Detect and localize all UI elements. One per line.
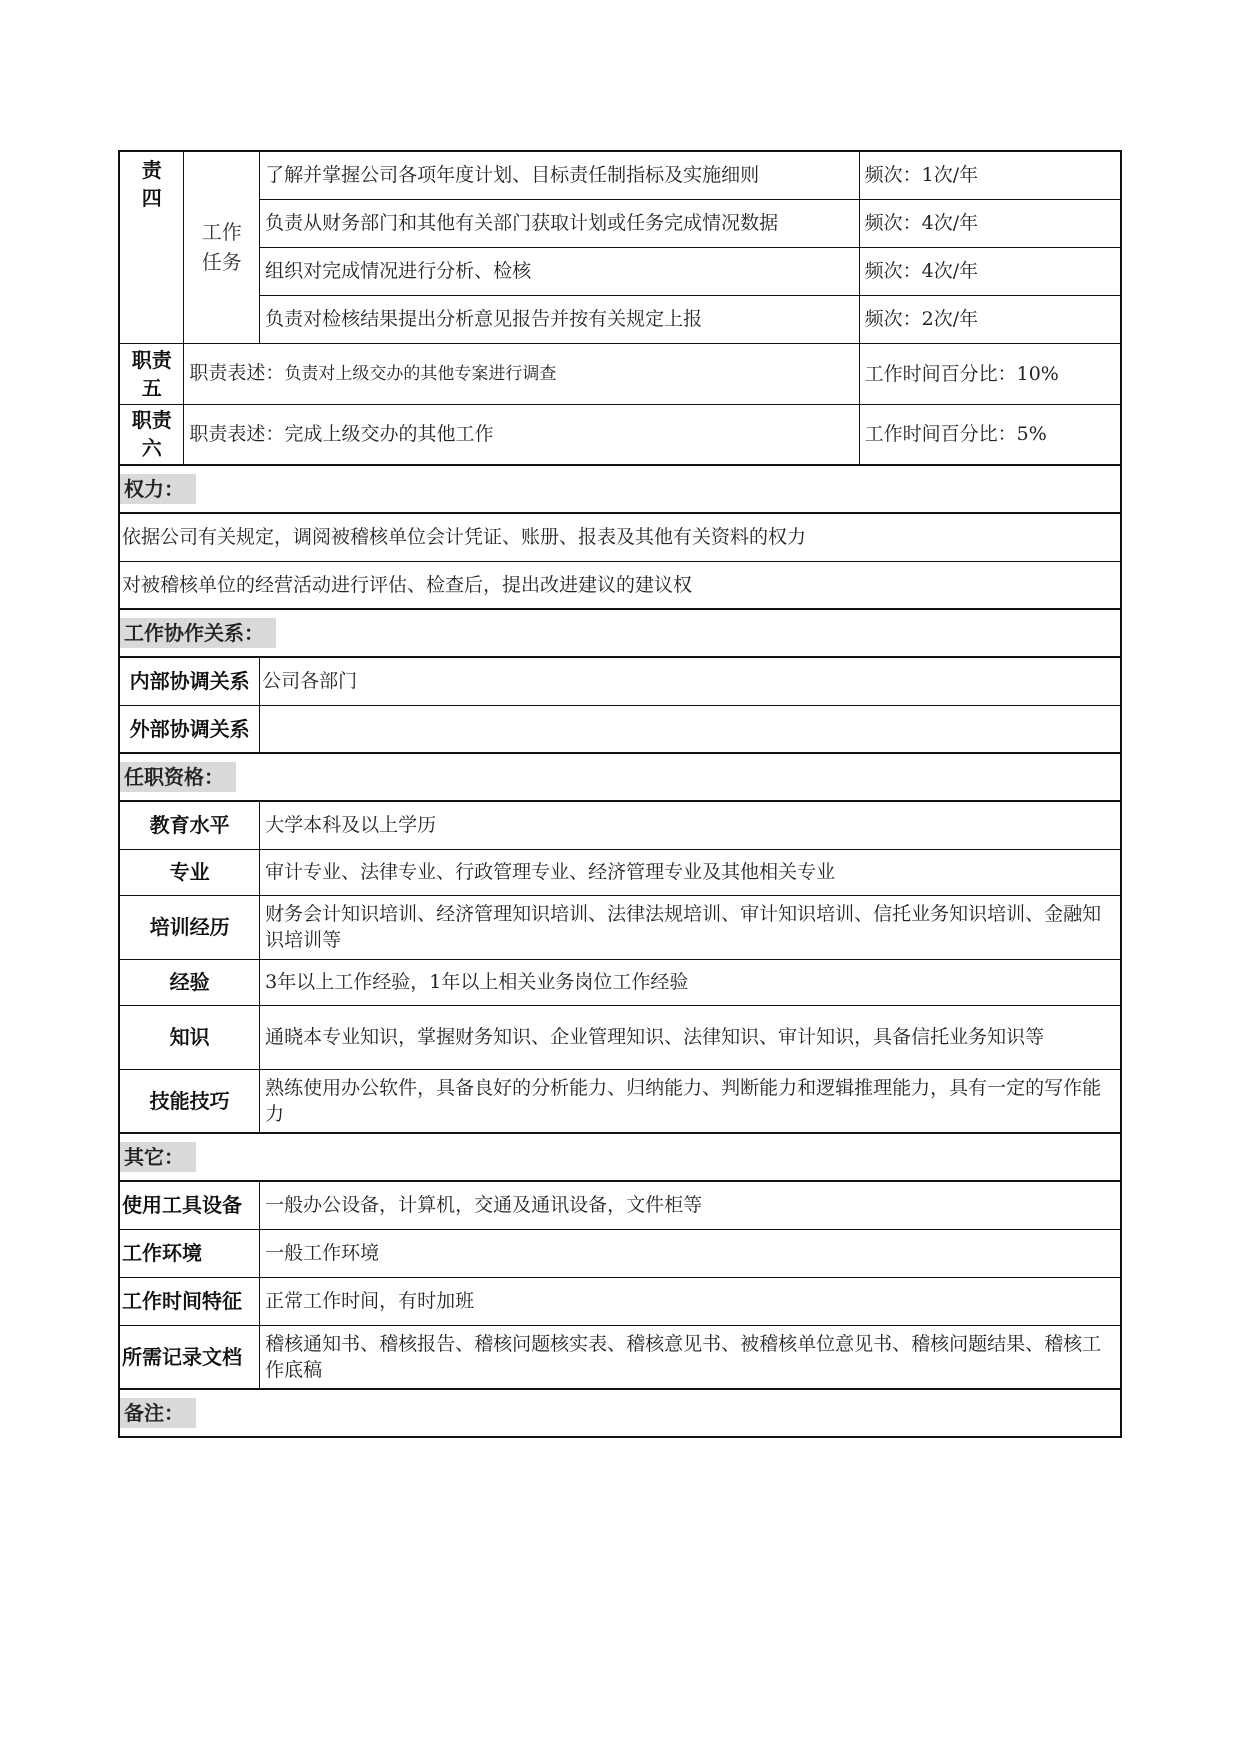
other-row [119,1181,1121,1229]
other-value: 一般办公设备，计算机，交通及通讯设备，文件柜等 [260,1181,1121,1229]
qualification-value: 通晓本专业知识，掌握财务知识、企业管理知识、法律知识、审计知识，具备信托业务知识等 [260,1005,1121,1069]
other-value: 一般工作环境 [260,1229,1121,1277]
qualification-label: 技能技巧 [119,1069,260,1133]
other-value: 稽核通知书、稽核报告、稽核问题核实表、稽核意见书、被稽核单位意见书、稽核问题结果、稽核工作底稿 [260,1325,1121,1389]
other-value: 正常工作时间，有时加班 [260,1277,1121,1325]
qualification-value: 3年以上工作经验，1年以上相关业务岗位工作经验 [260,959,1121,1005]
qualification-value: 审计专业、法律专业、行政管理专业、经济管理专业及其他相关专业 [260,849,1121,895]
internal-relations-label: 内部协调关系 [119,657,260,705]
duty4-freq-4: 频次：2次/年 [859,295,1121,343]
qualification-value: 大学本科及以上学历 [260,801,1121,849]
other-row [119,1277,1121,1325]
other-row [119,1325,1121,1389]
qualification-label: 专业 [119,849,260,895]
duty6-desc-label: 职责表述： [189,423,285,446]
duty6-description [184,404,859,465]
duty4-label: 责 四 [119,151,184,343]
power-row-1 [119,513,1121,561]
internal-relations-value: 公司各部门 [260,657,1121,705]
other-row [119,1229,1121,1277]
duty4-task-row-4 [119,295,1121,343]
qualification-label: 经验 [119,959,260,1005]
qualification-value: 财务会计知识培训、经济管理知识培训、法律法规培训、审计知识培训、信托业务知识培训、金融知识培训等 [260,895,1121,959]
other-label: 工作时间特征 [119,1277,260,1325]
qualifications-title: 任职资格： [120,762,236,792]
qualification-row [119,801,1121,849]
job-description-page [118,150,1122,1438]
qualification-row [119,849,1121,895]
relations-header-row [119,609,1121,657]
external-relations-value [260,705,1121,753]
other-label: 工作环境 [119,1229,260,1277]
duty6-row [119,404,1121,465]
duty5-label: 职责 五 [119,343,184,404]
duty6-time: 工作时间百分比：5% [859,404,1121,465]
remarks-header-row [119,1389,1121,1437]
duty4-freq-2: 频次：4次/年 [859,199,1121,247]
duty6-desc-text: 完成上级交办的其他工作 [284,423,494,446]
duty5-description [184,343,859,404]
qualification-row [119,959,1121,1005]
power-item-2: 对被稽核单位的经营活动进行评估、检查后，提出改进建议的建议权 [119,561,1121,609]
other-label: 所需记录文档 [119,1325,260,1389]
duty5-row [119,343,1121,404]
duty4-task-3: 组织对完成情况进行分析、检核 [260,247,859,295]
duty5-desc-text: 负责对上级交办的其他专案进行调查 [284,364,557,384]
qualification-row [119,895,1121,959]
qualification-row [119,1005,1121,1069]
power-item-1: 依据公司有关规定，调阅被稽核单位会计凭证、账册、报表及其他有关资料的权力 [119,513,1121,561]
qualification-label: 教育水平 [119,801,260,849]
duty5-desc-label: 职责表述： [189,362,285,384]
duty4-task-label: 工作 任务 [184,151,260,343]
qualification-row [119,1069,1121,1133]
duty4-task-2: 负责从财务部门和其他有关部门获取计划或任务完成情况数据 [260,199,859,247]
qualifications-header-row [119,753,1121,801]
duty5-time: 工作时间百分比：10% [859,343,1121,404]
duty4-task-row-2 [119,199,1121,247]
remarks-title: 备注： [120,1398,196,1428]
duty4-freq-1: 频次：1次/年 [859,151,1121,199]
qualification-label: 培训经历 [119,895,260,959]
powers-header-row [119,465,1121,513]
duty4-task-row-1 [119,151,1121,199]
other-label: 使用工具设备 [119,1181,260,1229]
qualification-label: 知识 [119,1005,260,1069]
relations-title: 工作协作关系： [120,618,276,648]
powers-title: 权力： [120,474,196,504]
duty4-freq-3: 频次：4次/年 [859,247,1121,295]
duty6-label: 职责 六 [119,404,184,465]
duty4-task-4: 负责对检核结果提出分析意见报告并按有关规定上报 [260,295,859,343]
job-description-table [118,150,1122,1438]
external-relations-label: 外部协调关系 [119,705,260,753]
other-title: 其它： [120,1142,196,1172]
internal-relations-row [119,657,1121,705]
other-header-row [119,1133,1121,1181]
qualification-value: 熟练使用办公软件，具备良好的分析能力、归纳能力、判断能力和逻辑推理能力，具有一定的写作能力 [260,1069,1121,1133]
power-row-2 [119,561,1121,609]
external-relations-row [119,705,1121,753]
duty4-task-row-3 [119,247,1121,295]
duty4-task-1: 了解并掌握公司各项年度计划、目标责任制指标及实施细则 [260,151,859,199]
